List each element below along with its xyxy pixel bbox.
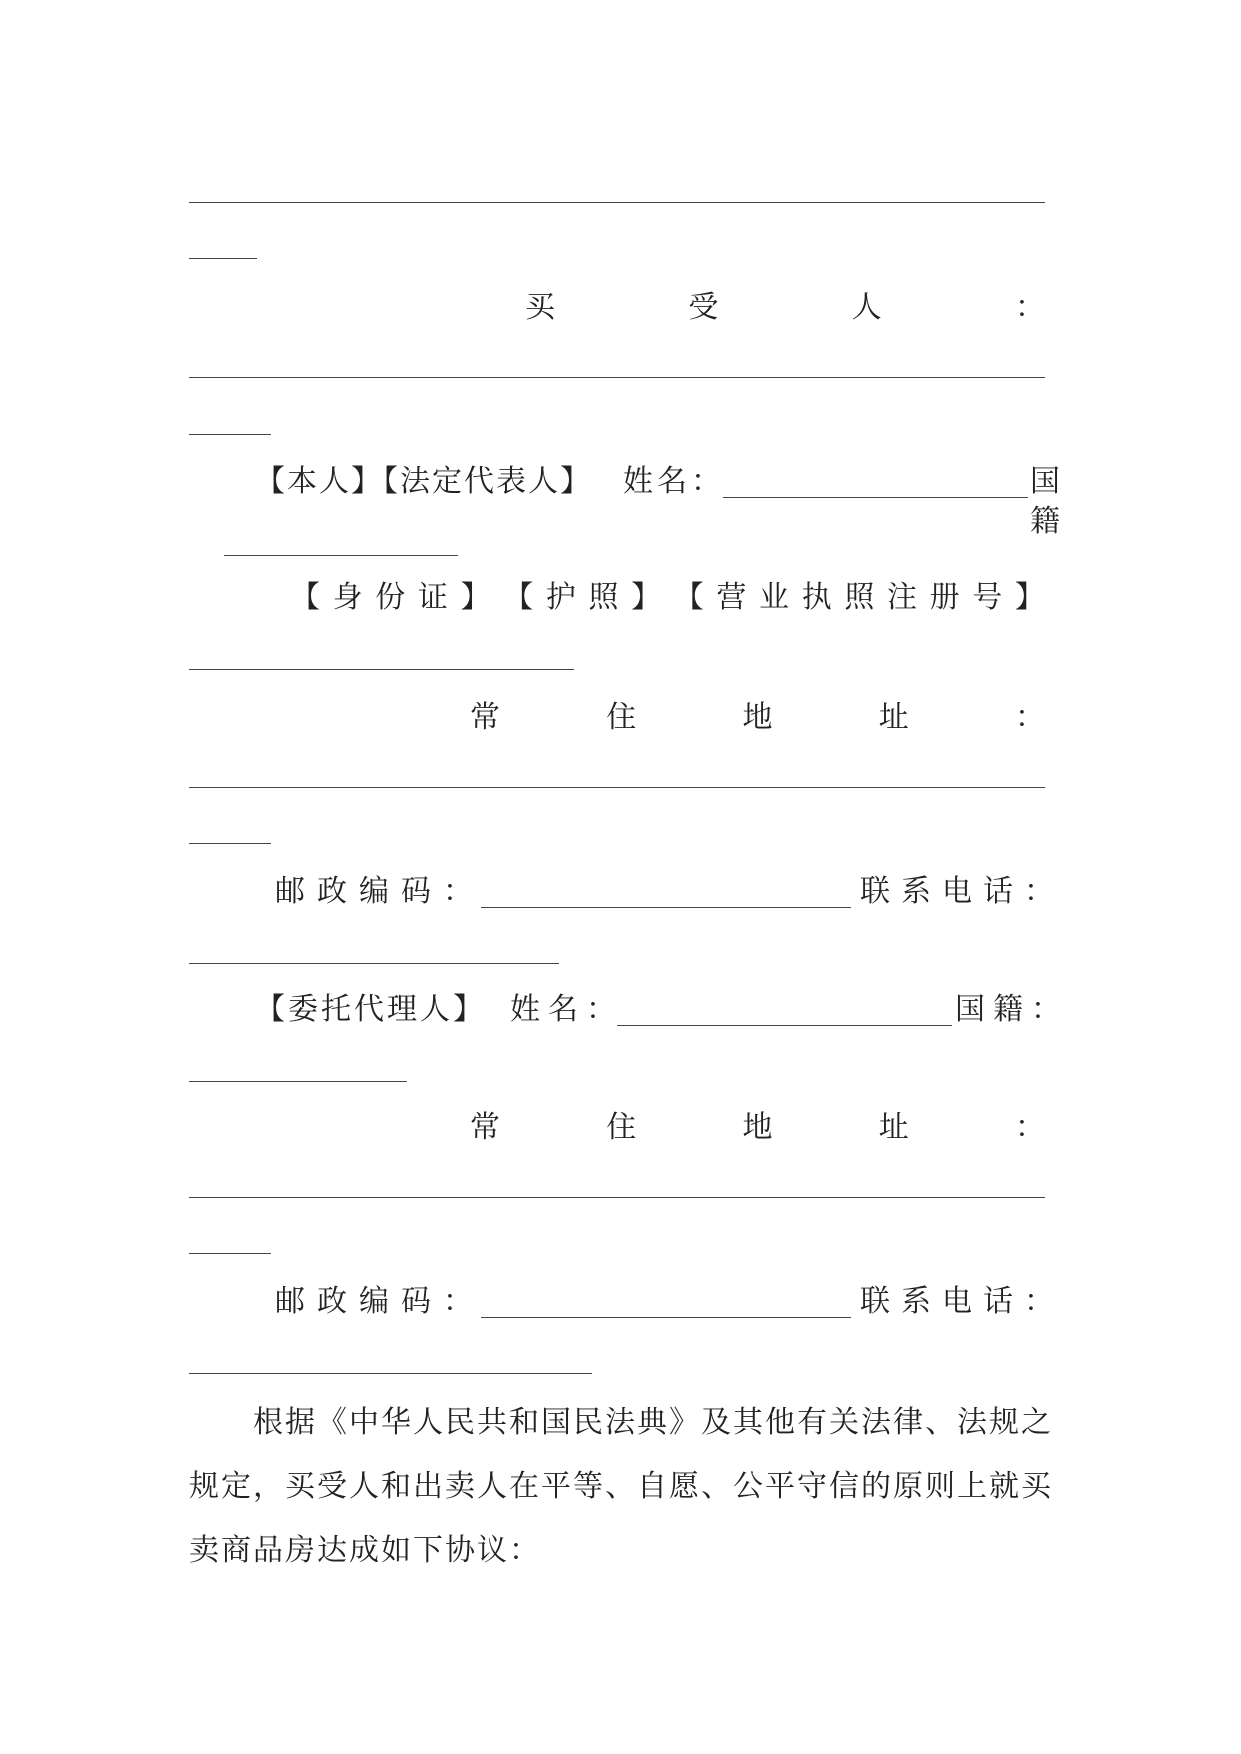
phone-field[interactable]	[189, 963, 559, 964]
agent-nationality-label: 国籍：	[955, 992, 1069, 1027]
id-doc-label: 【 身 份 证 】 【 护 照 】 【 营 业 执 照 注 册 号 】	[290, 580, 1045, 615]
address-field[interactable]	[189, 787, 1045, 788]
agent-phone-field[interactable]	[189, 1373, 592, 1374]
blank-line[interactable]	[189, 258, 257, 259]
agent-address-field[interactable]	[189, 1197, 1045, 1198]
id-doc-field[interactable]	[189, 669, 574, 670]
agent-nationality-field[interactable]	[189, 1081, 407, 1082]
agent-address-label: 常 住 地 址 ：	[470, 1110, 1045, 1145]
postcode-field[interactable]	[481, 907, 851, 908]
agent-postcode-field[interactable]	[481, 1317, 851, 1318]
legal-rep-name-field[interactable]	[723, 497, 1028, 498]
agreement-paragraph: 根据《中华人民共和国民法典》及其他有关法律、法规之规定，买受人和出卖人在平等、自愿、公平守信的原则上就买卖商品房达成如下协议：	[189, 1405, 1053, 1568]
nationality-label: 国籍	[1030, 464, 1060, 539]
agent-bracket: 【委托代理人】	[255, 992, 486, 1027]
agent-name-field[interactable]	[617, 1025, 952, 1026]
buyer-field-cont[interactable]	[189, 434, 271, 435]
blank-line[interactable]	[189, 202, 1045, 203]
buyer-field[interactable]	[189, 377, 1045, 378]
agent-address-field-cont[interactable]	[189, 1253, 271, 1254]
legal-rep-brackets: 【本人】【法定代表人】	[255, 464, 592, 499]
nationality-field[interactable]	[224, 555, 458, 556]
agent-name-label: 姓名：	[510, 992, 624, 1027]
agent-phone-label: 联系电话：	[860, 1284, 1065, 1319]
address-label: 常 住 地 址 ：	[470, 700, 1045, 735]
agent-postcode-label: 邮政编码：	[275, 1284, 485, 1319]
postcode-label: 邮政编码：	[275, 874, 485, 909]
legal-rep-name-label: 姓名：	[623, 464, 725, 499]
buyer-label: 买 受 人 ：	[525, 290, 1045, 325]
phone-label: 联系电话：	[860, 874, 1065, 909]
address-field-cont[interactable]	[189, 843, 271, 844]
